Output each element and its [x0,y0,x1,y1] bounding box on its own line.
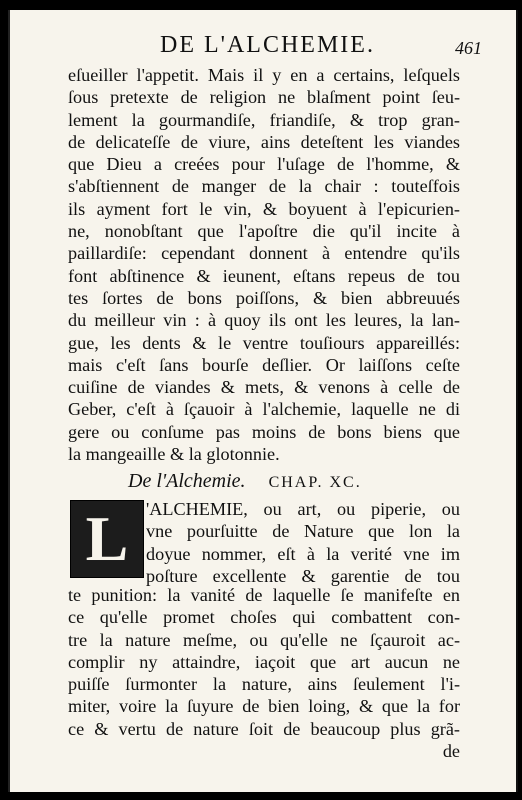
text-line: tre la nature meſme, ou qu'elle ne ſçauroit ac- [68,629,460,650]
running-title: DE L'ALCHEMIE. [160,32,375,58]
text-line: mais c'eſt ſans bourſe deſlier. Or laiſſons ceſte [68,354,460,375]
text-line: vne pourſuitte de Nature que lon la [146,521,460,542]
paragraph-2 [68,584,460,762]
paragraph-1 [68,64,460,465]
text-line: du meilleur vin : à quoy ils ont les leures, la lan- [68,310,460,331]
text-line: cuiſine de viandes & mets, & venons à celle de [68,377,460,398]
page-number: 461 [455,38,482,58]
text-line: ce & vertu de nature ſoit de beaucoup plus grã- [68,718,460,739]
ornamental-initial [70,500,144,578]
text-line: s'abſtiennent de manger de la chair : touteſfois [68,176,460,197]
text-line: complir ny attaindre, iaçoit que art aucun ne [68,651,460,672]
chapter-title: De l'Alchemie. [128,470,246,492]
text-line: puiſſe ſurmonter la nature, ains ſeulement l'i- [68,674,460,695]
text-line: ils ayment fort le vin, & boyuent à l'epicurien- [68,198,460,219]
drop-cap-letter: L [85,503,129,574]
text-line: font abſtinence & ieunent, eſtans repeus de tou [68,265,460,286]
text-line: gue, les dents & le ventre touſiours appareillés: [68,332,460,353]
text-line: Geber, c'eſt à ſçauoir à l'alchemie, laquelle ne di [68,399,460,420]
text-line: paillardiſe: cependant donnent à entendre qu'ils [68,243,460,264]
text-line: 'ALCHEMIE, ou art, ou piperie, ou [146,499,460,519]
text-line: ne, nonobſtant que l'apoſtre die qu'il incite à [68,221,460,242]
text-line: lement la gourmandiſe, friandiſe, & trop gran- [68,109,460,130]
text-line: ſous pretexte de religion ne blaſment point ſeu- [68,87,460,108]
text-line: gere ou conſume pas moins de bons biens que [68,421,460,442]
text-line: ce qu'elle promet choſes qui combattent con- [68,607,460,628]
text-line: poſture excellente & garentie de tou [146,565,460,586]
text-line: tes ſortes de bons poiſſons, & bien abbreuués [68,287,460,308]
text-line: te punition: la vanité de laquelle ſe manifeſte en [68,585,460,605]
page-header [10,32,516,62]
chapter-heading [128,470,362,493]
text-line: que Dieu a creées pour l'uſage de l'homme, & [68,154,460,175]
text-line: doyue nommer, eſt à la verité vne im [146,543,460,564]
chapter-label: CHAP. XC. [268,474,362,491]
paragraph-2-indented [146,498,460,587]
text-line: la mangeaille & la glotonnie. [68,444,280,465]
text-line: de delicateſſe de viure, ains deteſtent les viandes [68,131,460,152]
text-line: eſueiller l'appetit. Mais il y en a certains, leſquels [68,65,460,85]
text-line: miter, voire la ſuyure de bien loing, & que la for [68,696,460,717]
text-line: de [442,741,460,762]
